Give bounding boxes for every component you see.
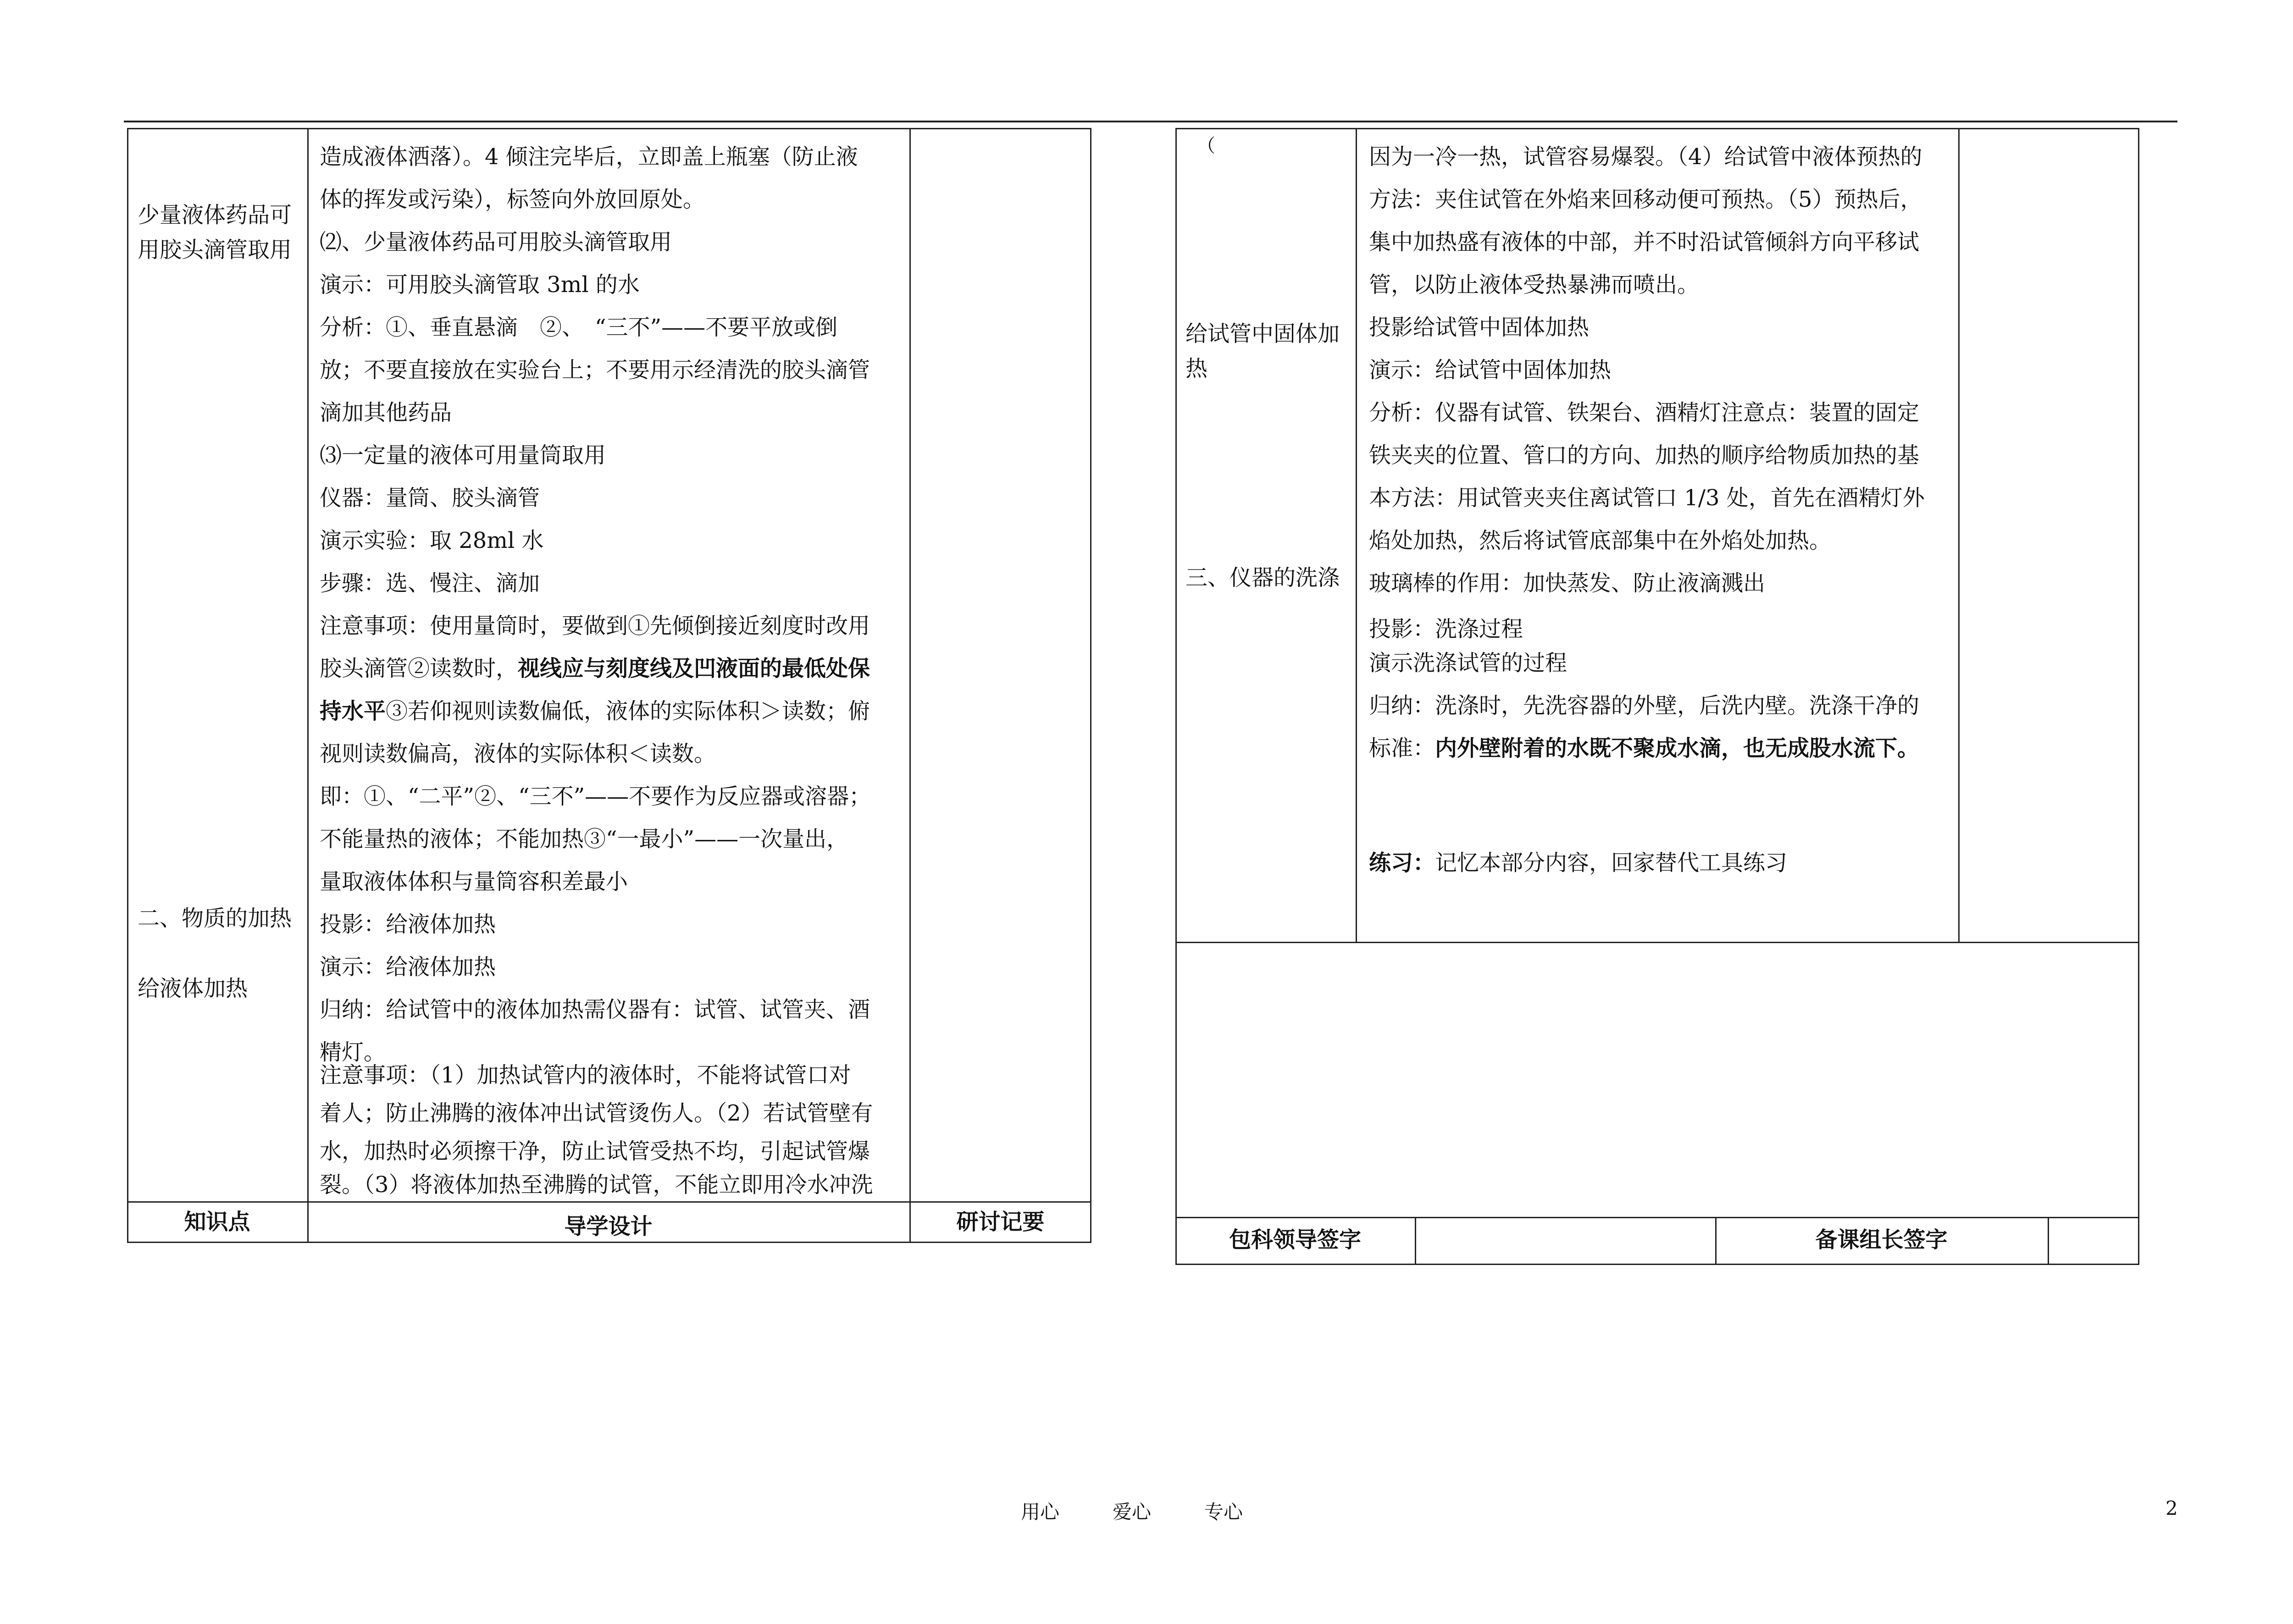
left-line: ⑶一定量的液体可用量筒取用 — [320, 442, 606, 468]
label-heat-solid: 给试管中固体加热 — [1185, 321, 1340, 381]
left-line: 演示：可用胶头滴管取 3ml 的水 — [320, 272, 640, 298]
page-number: 2 — [2166, 1497, 2178, 1519]
right-col-divider-1 — [1356, 128, 1357, 942]
left-line: 滴加其他药品 — [320, 400, 452, 425]
footer-motto-3: 专心 — [1204, 1501, 1243, 1523]
emphasis-text: 练习： — [1369, 850, 1435, 876]
right-line: 归纳：洗涤时，先洗容器的外壁，后洗内壁。洗涤干净的 — [1369, 693, 1920, 718]
left-line: 演示：给液体加热 — [320, 954, 496, 980]
right-line: 铁夹夹的位置、管口的方向、加热的顺序给物质加热的基 — [1369, 442, 1920, 468]
right-line: 投影给试管中固体加热 — [1369, 315, 1590, 340]
right-line: 焰处加热，然后将试管底部集中在外焰处加热。 — [1369, 528, 1832, 553]
emphasis-text: 视线应与刻度线及凹液面的最低处保 — [518, 656, 870, 681]
left-line: 演示实验：取 28ml 水 — [320, 528, 544, 553]
left-line: 体的挥发或污染），标签向外放回原处。 — [320, 187, 705, 212]
header-rule — [124, 121, 2177, 122]
right-line: 本方法：用试管夹夹住离试管口 1/3 处，首先在酒精灯外 — [1369, 485, 1925, 511]
left-line: 量取液体体积与量筒容积差最小 — [320, 869, 628, 895]
left-line: 视则读数偏高，液体的实际体积＜读数。 — [320, 741, 716, 767]
left-line: 即：①、“二平”②、“三不”——不要作为反应器或溶器； — [320, 784, 871, 809]
right-line — [1369, 842, 1787, 884]
right-line: 因为一冷一热，试管容易爆裂。（4）给试管中液体预热的 — [1369, 144, 1922, 170]
right-line: 集中加热盛有液体的中部，并不时沿试管倾斜方向平移试 — [1369, 229, 1920, 255]
header-design: 导学设计 — [564, 1214, 653, 1239]
left-line: 注意事项：（1）加热试管内的液体时，不能将试管口对 — [320, 1062, 851, 1088]
text-run: ③若仰视则读数偏低，液体的实际体积＞读数；俯 — [386, 698, 870, 724]
text-run: 标准： — [1369, 735, 1435, 761]
left-line: 分析：①、垂直悬滴 ②、 “三不”——不要平放或倒 — [320, 315, 838, 340]
label-heating: 二、物质的加热 — [138, 906, 292, 931]
left-line: 归纳：给试管中的液体加热需仪器有：试管、试管夹、酒 — [320, 997, 870, 1022]
right-line: 方法：夹住试管在外焰来回移动便可预热。（5）预热后， — [1369, 187, 1922, 212]
label-liquid-small: 少量液体药品可用胶头滴管取用 — [138, 202, 292, 263]
right-line: 分析：仪器有试管、铁架台、酒精灯注意点：装置的固定 — [1369, 400, 1920, 425]
footer-motto-1: 用心 — [1021, 1501, 1060, 1523]
text-run: 记忆本部分内容，回家替代工具练习 — [1435, 850, 1788, 876]
left-col-divider-1 — [307, 128, 309, 1243]
left-line: ⑵、少量液体药品可用胶头滴管取用 — [320, 229, 672, 255]
text-run: 胶头滴管②读数时， — [320, 656, 518, 681]
right-line: 演示洗涤试管的过程 — [1369, 650, 1567, 676]
sign-group-label: 备课组长签字 — [1815, 1227, 1948, 1253]
footer-motto-2: 爱心 — [1113, 1501, 1152, 1523]
left-line — [320, 647, 870, 690]
left-line: 投影：给液体加热 — [320, 911, 496, 937]
left-line: 注意事项：使用量筒时，要做到①先倾倒接近刻度时改用 — [320, 613, 870, 639]
left-line — [320, 690, 870, 733]
emphasis-text: 内外壁附着的水既不聚成水滴，也无成股水流下。 — [1435, 735, 1920, 761]
sign-divider-3 — [2048, 1217, 2049, 1265]
right-line — [1369, 727, 1919, 770]
right-line: 玻璃棒的作用：加快蒸发、防止液滴溅出 — [1369, 570, 1766, 596]
label-heat-liquid: 给液体加热 — [138, 976, 248, 1001]
right-line: 投影：洗涤过程 — [1369, 616, 1523, 642]
left-line: 仪器：量筒、胶头滴管 — [320, 485, 540, 511]
header-notes: 研讨记要 — [956, 1209, 1045, 1235]
left-line: 裂。（3）将液体加热至沸腾的试管，不能立即用冷水冲洗 — [320, 1172, 873, 1198]
emphasis-text: 持水平 — [320, 698, 386, 724]
label-wash: 三、仪器的洗涤 — [1185, 565, 1340, 591]
left-line: 精灯。 — [320, 1039, 386, 1065]
left-line: 不能量热的液体；不能加热③“一最小”——一次量出， — [320, 826, 849, 852]
right-col-divider-2 — [1958, 128, 1960, 942]
left-col-divider-2 — [909, 128, 911, 1243]
left-line: 步骤：选、慢注、滴加 — [320, 570, 540, 596]
header-knowledge: 知识点 — [184, 1209, 250, 1235]
left-line: 造成液体洒落）。4 倾注完毕后，立即盖上瓶塞（防止液 — [320, 144, 858, 170]
paren-mark: （ — [1197, 135, 1215, 156]
sign-divider-1 — [1415, 1217, 1416, 1265]
sign-leader-label: 包科领导签字 — [1229, 1227, 1361, 1253]
left-line: 着人；防止沸腾的液体冲出试管烫伤人。（2）若试管壁有 — [320, 1100, 873, 1126]
right-line: 演示：给试管中固体加热 — [1369, 357, 1612, 383]
left-line: 放；不要直接放在实验台上；不要用示经清洗的胶头滴管 — [320, 357, 870, 383]
left-line: 水，加热时必须擦干净，防止试管受热不均，引起试管爆 — [320, 1138, 870, 1164]
right-content-bottom — [1175, 942, 2139, 943]
right-line: 管，以防止液体受热暴沸而喷出。 — [1369, 272, 1700, 298]
